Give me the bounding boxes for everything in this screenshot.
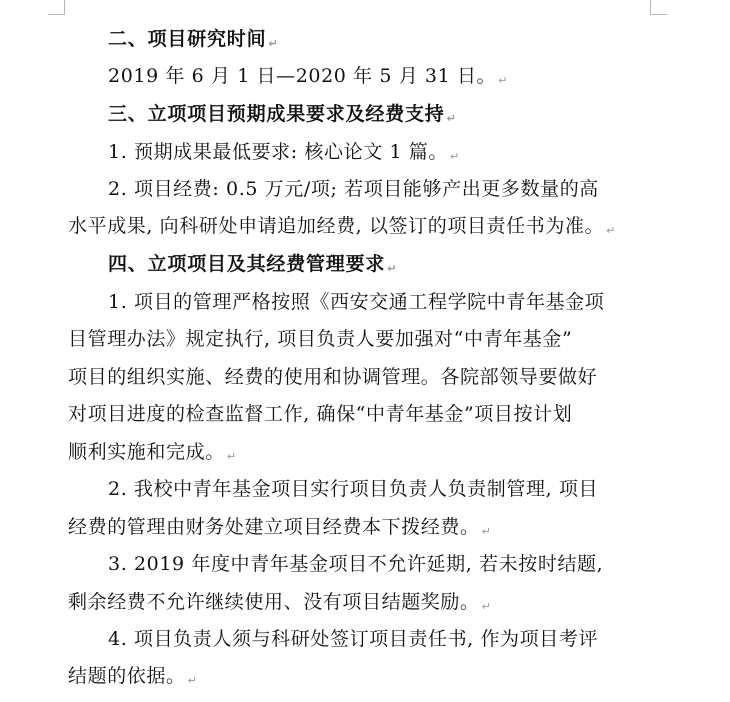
paragraph-line: 1. 项目的管理严格按照《西安交通工程学院中青年基金项 [108,291,605,313]
paragraph-mark-icon: ↵ [481,525,491,538]
crop-mark-left [48,0,65,15]
paragraph-mark-icon: ↵ [481,600,491,613]
paragraph-line: 3. 2019 年度中青年基金项目不允许延期, 若未按时结题, [108,553,604,575]
paragraph-line: 结题的依据。 ↵ [68,665,197,687]
paragraph-line: 项目的组织实施、经费的使用和协调管理。各院部领导要做好 [68,366,598,388]
paragraph-line: 经费的管理由财务处建立项目经费本下拨经费。 ↵ [68,516,491,538]
crop-mark-right [650,0,667,15]
paragraph-line: 水平成果, 向科研处申请追加经费, 以签订的项目责任书为准。 ↵ [68,215,616,237]
paragraph-mark-icon: ↵ [498,74,508,87]
paragraph-line: 目管理办法》规定执行, 项目负责人要加强对“中青年基金” [68,328,573,350]
paragraph-line: 剩余经费不允许继续使用、没有项目结题奖励。 ↵ [68,591,491,613]
section-heading-expected-results: 三、立项项目预期成果要求及经费支持 ↵ [108,103,456,125]
paragraph-line: 对项目进度的检查监督工作, 确保“中青年基金”项目按计划 [68,403,573,425]
paragraph-mark-icon: ↵ [606,224,616,237]
section-heading-research-time: 二、项目研究时间 ↵ [108,28,278,50]
paragraph-line: 2. 我校中青年基金项目实行项目负责人负责制管理, 项目 [108,478,599,500]
paragraph-line: 顺利实施和完成。 ↵ [68,441,237,463]
paragraph-mark-icon: ↵ [187,674,197,687]
paragraph-mark-icon: ↵ [449,150,460,163]
paragraph-mark-icon: ↵ [446,112,456,125]
paragraph-line: 2019 年 6 月 1 日—2020 年 5 月 31 日。 ↵ [108,65,508,87]
section-heading-management: 四、立项项目及其经费管理要求 ↵ [108,253,397,275]
paragraph-mark-icon: ↵ [226,450,237,463]
paragraph-line: 1. 预期成果最低要求: 核心论文 1 篇。 ↵ [108,141,460,163]
paragraph-line: 4. 项目负责人须与科研处签订项目责任书, 作为项目考评 [108,628,599,650]
paragraph-mark-icon: ↵ [387,262,397,275]
paragraph-line: 2. 项目经费: 0.5 万元/项; 若项目能够产出更多数量的高 [108,178,599,200]
paragraph-mark-icon: ↵ [268,37,278,50]
